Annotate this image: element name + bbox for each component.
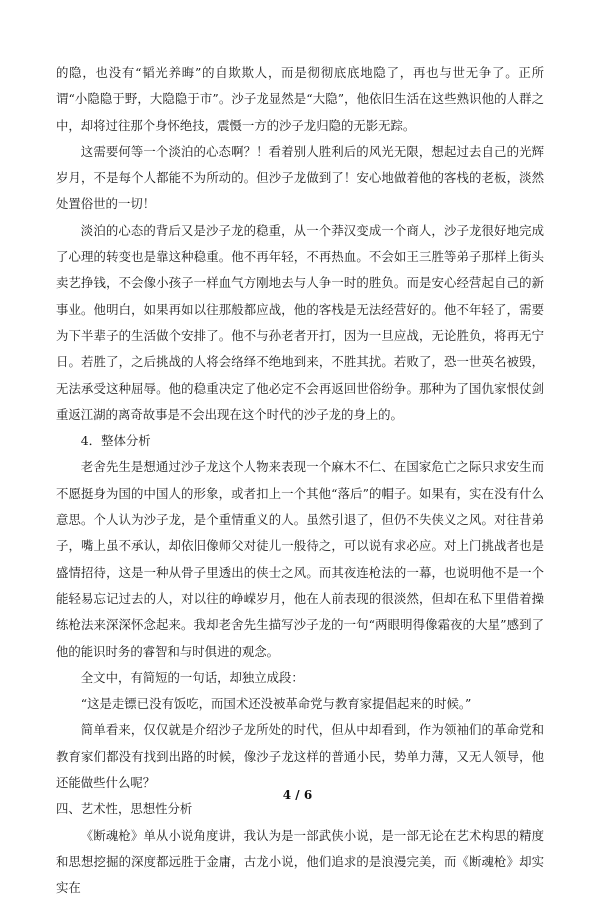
section-heading-overall-analysis: 4．整体分析 — [80, 433, 151, 449]
paragraph-1: 的隐，也没有“韬光养晦”的自欺欺人，而是彻彻底底地隐了，再也与世无争了。正所谓“小隐隐于野，大隐隐于市”。沙子龙显然是“大隐”，他依旧生活在这些熟识他的人群之中，却将过往那个身怀绝技，震慑一方的沙子龙归隐的无影无踪。 — [56, 65, 544, 133]
paragraph-6: 简单看来，仅仅就是介绍沙子龙所处的时代，但从中却看到，作为领袖们的革命党和教育家们都没有找到出路的时候，像沙子龙这样的普通小民，势单力薄，又无人领导，他还能做些什么呢？ — [56, 722, 544, 791]
body-text — [56, 60, 544, 902]
paragraph-7: 《断魂枪》单从小说角度讲，我认为是一部武侠小说，是一部无论在艺术构思的精度和思想挖掘的深度都远胜于金庸，古龙小说，他们追求的是浪漫完美，而《断魂枪》却实实在 — [56, 827, 544, 896]
paragraph-4: 老舍先生是想通过沙子龙这个人物来表现一个麻木不仁、在国家危亡之际只求安生而不愿挺身为国的中国人的形象，或者扣上一个其他“落后”的帽子。如果有，实在没有什么意思。个人认为沙子龙，是个重情重义的人。虽然引退了，但仍不失侠义之风。对往昔弟子，嘴上虽不承认，却依旧像师父对徒儿一般待之，可以说有求必应。对上门挑战者也是盛情招待，这是一种从骨子里透出的侠士之风。而其夜连枪法的一幕，也说明他不是一个能轻易忘记过去的人，对以往的峥嵘岁月，他在人前表现的很淡然，但却在私下里借着操练枪法来深深怀念起来。我却老舍先生描写沙子龙的一句“两眼明得像霜夜的大星”感到了他的能识时务的睿智和与时俱进的观念。 — [56, 459, 544, 659]
paragraph-5: 全文中，有简短的一句话，却独立成段： — [80, 669, 304, 685]
page-number: 4 / 6 — [282, 788, 313, 802]
quotation: “这是走镖已没有饭吃，而国术还没被革命党与教育家提倡起来的时候。” — [80, 696, 472, 712]
paragraph-3: 淡泊的心态的背后又是沙子龙的稳重，从一个莽汉变成一个商人，沙子龙很好地完成了心理的转变也是靠这种稳重。他不再年轻，不再热血。不会如王三胜等弟子那样上街头卖艺挣钱，不会像小孩子一样血气方刚地去与人争一时的胜负。而是安心经营起自己的新事业。他明白，如果再如以往那般都应战，他的客栈是无法经营好的。他不年轻了，需要为下半辈子的生活做个安排了。他不与孙老者开打，因为一旦应战，无论胜负，将再无宁日。若胜了，之后挑战的人将会络绎不绝地到来，不胜其扰。若败了，恐一世英名被毁，无法承受这种屈辱。他的稳重决定了他必定不会再返回世俗纷争。那种为了国仇家恨仗剑重返江湖的离奇故事是不会出现在这个时代的沙子龙的身上的。 — [56, 222, 544, 422]
paragraph-2: 这需要何等一个淡泊的心态啊？！看着别人胜利后的风光无限，想起过去自己的光辉岁月，不是每个人都能不为所动的。但沙子龙做到了！安心地做着他的客栈的老板，淡然处置俗世的一切！ — [56, 143, 544, 212]
section-heading-artistic-analysis: 四、艺术性，思想性分析 — [56, 801, 193, 817]
